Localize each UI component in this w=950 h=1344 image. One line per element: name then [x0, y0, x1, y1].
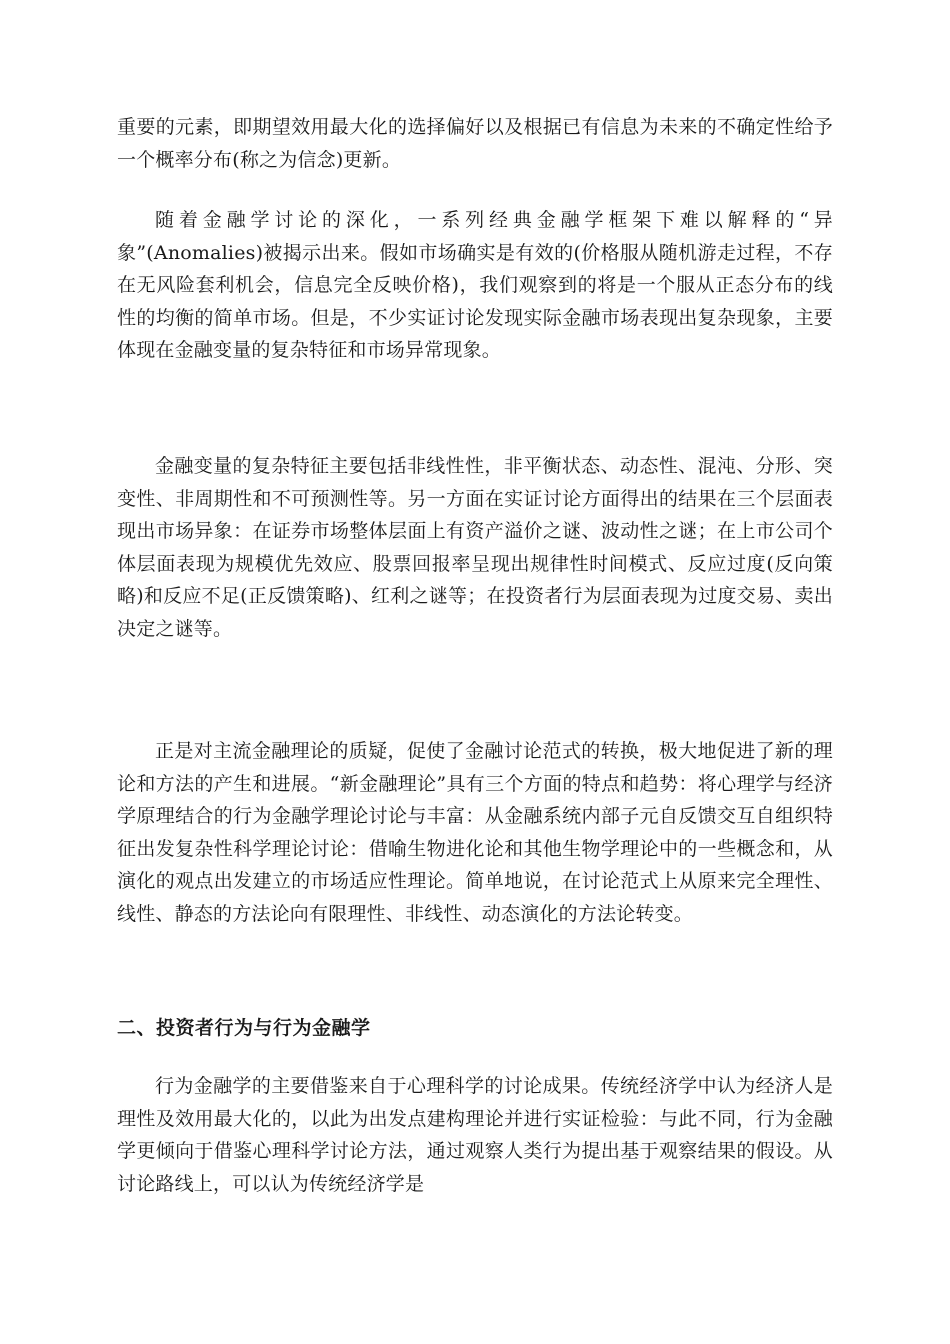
paragraph-complex-features: 金融变量的复杂特征主要包括非线性性，非平衡状态、动态性、混沌、分形、突变性、非周期性和不可预测性等。另一方面在实证讨论方面得出的结果在三个层面表现出市场异象：在证券市场整体层面上有资产溢价之谜、波动性之谜；在上市公司个体层面表现为规模优先效应、股票回报率呈现出规律性时间模式、反应过度(反向策略)和反应不足(正反馈策略)、红利之谜等；在投资者行为层面表现为过度交易、卖出决定之谜等。 [117, 455, 833, 640]
paragraph-anomalies: 随着金融学讨论的深化，一系列经典金融学框架下难以解释的“异象”(Anomalies)被揭示出来。假如市场确实是有效的(价格服从随机游走过程，不存在无风险套利机会，信息完全反映价格)，我们观察到的将是一个服从正态分布的线性的均衡的简单市场。但是，不少实证讨论发现实际金融市场表现出复杂现象，主要体现在金融变量的复杂特征和市场异常现象。 [117, 209, 833, 362]
paragraph-continued: 重要的元素，即期望效用最大化的选择偏好以及根据已有信息为未来的不确定性给予一个概率分布(称之为信念)更新。 [117, 116, 833, 171]
paragraph-new-finance-theory: 正是对主流金融理论的质疑，促使了金融讨论范式的转换，极大地促进了新的理论和方法的产生和进展。“新金融理论”具有三个方面的特点和趋势：将心理学与经济学原理结合的行为金融学理论讨论与丰富：从金融系统内部子元自反馈交互自组织特征出发复杂性科学理论讨论：借喻生物进化论和其他生物学理论中的一些概念和，从演化的观点出发建立的市场适应性理论。简单地说，在讨论范式上从原来完全理性、线性、静态的方法论向有限理性、非线性、动态演化的方法论转变。 [117, 740, 833, 925]
section-heading: 二、投资者行为与行为金融学 [117, 1017, 371, 1039]
paragraph-behavioral-finance: 行为金融学的主要借鉴来自于心理科学的讨论成果。传统经济学中认为经济人是理性及效用最大化的，以此为出发点建构理论并进行实证检验：与此不同，行为金融学更倾向于借鉴心理科学讨论方法，通过观察人类行为提出基于观察结果的假设。从讨论路线上，可以认为传统经济学是 [117, 1075, 833, 1195]
